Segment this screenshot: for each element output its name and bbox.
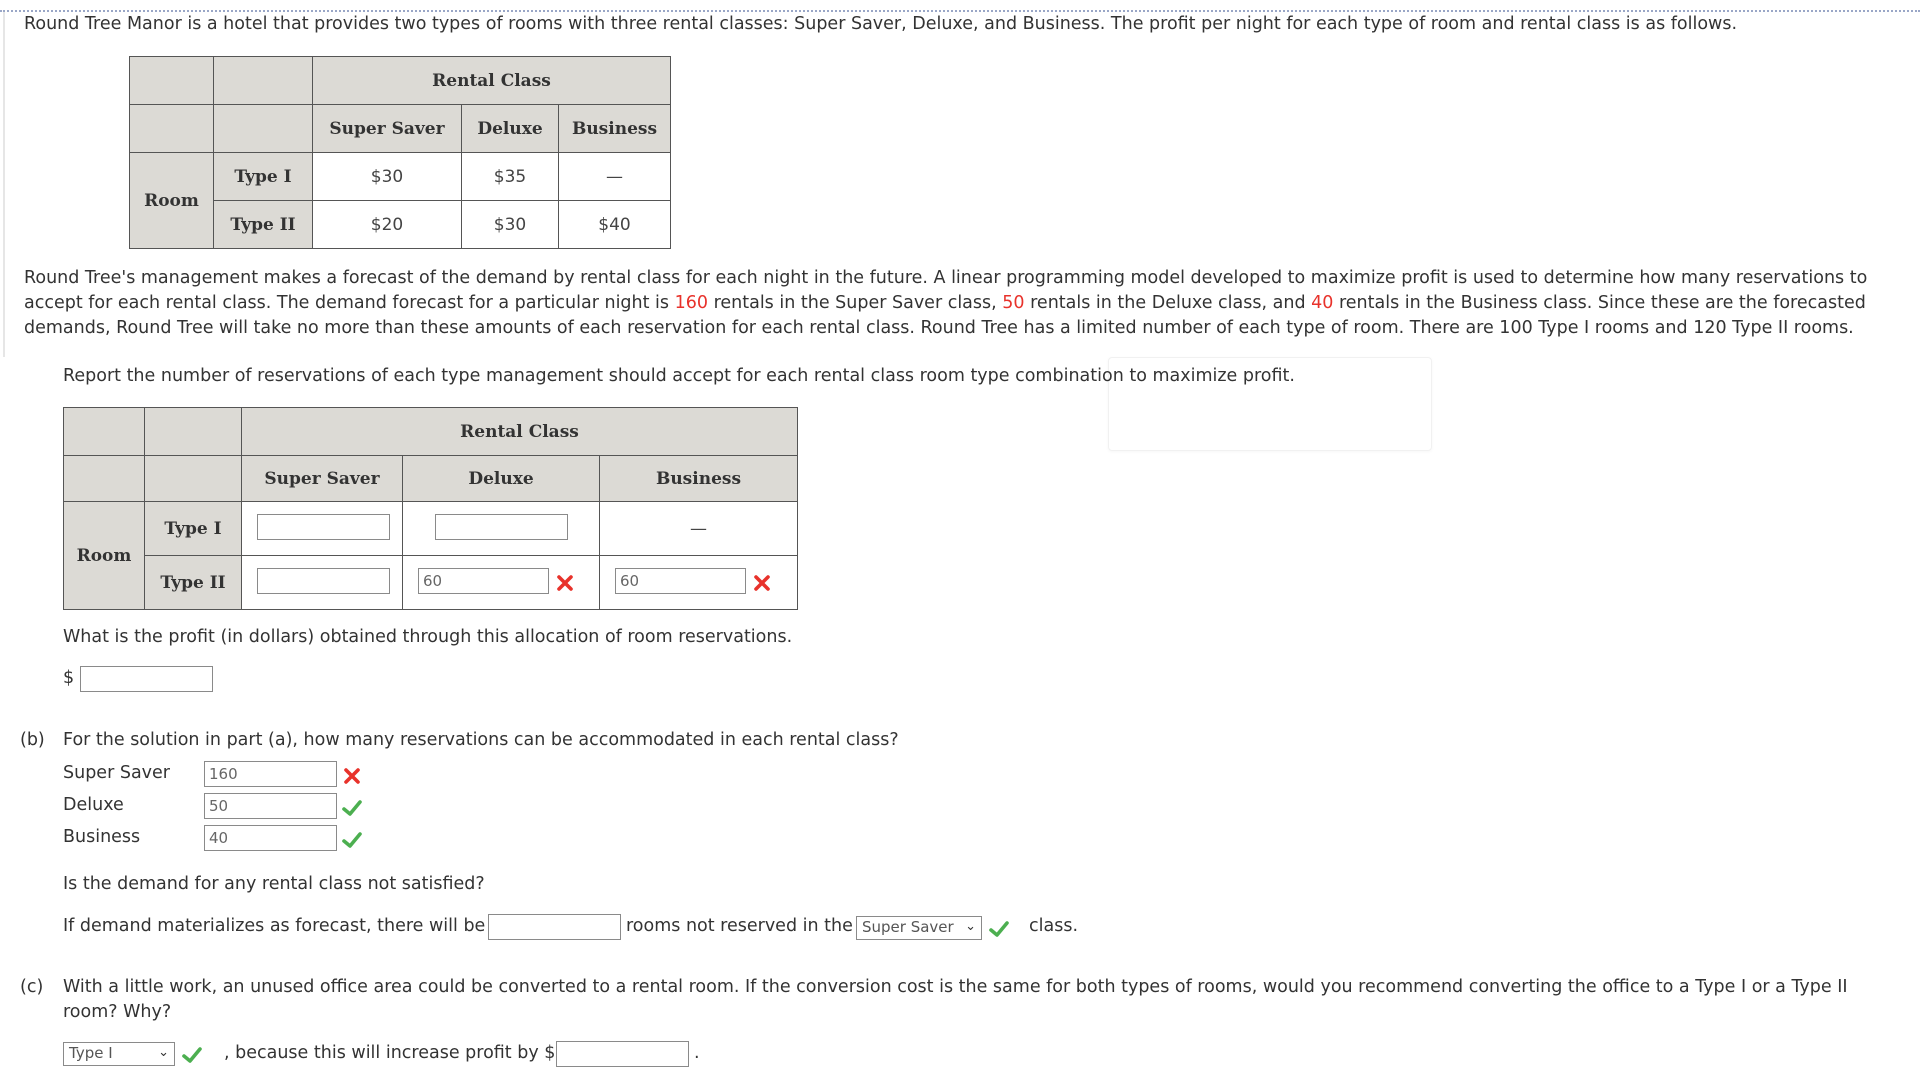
- part-c-label: (c): [20, 977, 44, 997]
- profit-table: [129, 56, 671, 249]
- demand-question: Is the demand for any rental class not satisfied?: [63, 874, 485, 894]
- left-margin-rule: [3, 12, 5, 357]
- forecast-number-super-saver: 160: [674, 293, 708, 313]
- row-label-type-2: Type II: [214, 201, 313, 249]
- corner-cell: [64, 456, 145, 502]
- check-icon: [181, 1045, 203, 1065]
- row-group-room: Room: [64, 502, 145, 610]
- rental-class-header: Rental Class: [313, 57, 671, 105]
- input-t2-business[interactable]: 60: [615, 568, 746, 594]
- chevron-down-icon: ⌄: [965, 919, 976, 934]
- check-icon: [988, 919, 1010, 939]
- rooms-not-reserved-input[interactable]: [488, 914, 621, 940]
- input-t1-super-saver[interactable]: [257, 514, 390, 540]
- col-header-super-saver: Super Saver: [313, 105, 462, 153]
- rental-class-header: Rental Class: [242, 408, 798, 456]
- forecast-number-business: 40: [1311, 293, 1334, 313]
- input-t2-deluxe[interactable]: 60: [418, 568, 549, 594]
- corner-cell: [214, 105, 313, 153]
- x-icon: [752, 573, 772, 593]
- col-header-deluxe: Deluxe: [462, 105, 559, 153]
- part-a-prompt: Report the number of reservations of each type management should accept for each rental class room type combination to maximize profit.: [63, 366, 1295, 386]
- forecast-number-deluxe: 50: [1002, 293, 1025, 313]
- row-label-type-2: Type II: [145, 556, 242, 610]
- label-super-saver: Super Saver: [63, 763, 170, 783]
- cell-profit: $40: [559, 201, 671, 249]
- check-icon: [341, 798, 363, 818]
- label-business: Business: [63, 827, 141, 847]
- x-icon: [555, 573, 575, 593]
- corner-cell: [130, 105, 214, 153]
- col-header-business: Business: [600, 456, 798, 502]
- col-header-super-saver: Super Saver: [242, 456, 403, 502]
- col-header-business: Business: [559, 105, 671, 153]
- paragraph-text: Round Tree's management makes a forecast of the demand by rental class for each night in the future. A linear programming model developed to maximize profit is used to determine how many reservations to accept for each rental class. The demand forecast for a particular night is: [24, 268, 1868, 313]
- currency-symbol: $: [63, 668, 75, 688]
- intro-text: Round Tree Manor is a hotel that provides two types of rooms with three rental classes: Super Saver, Deluxe, and Business. The profit per night for each type of room and rental class is as follows.: [24, 14, 1738, 34]
- paragraph-text: rentals in the Deluxe class, and: [1024, 293, 1312, 313]
- demand-sentence-start: If demand materializes as forecast, there will be: [63, 916, 486, 936]
- cell-profit: $35: [462, 153, 559, 201]
- part-c-question: With a little work, an unused office area could be converted to a rental room. If the conversion cost is the same for both types of rooms, would you recommend converting the office to a Type I or a Type II room? Why?: [63, 977, 1848, 1022]
- increase-sentence: , because this will increase profit by $: [224, 1043, 556, 1063]
- cell-profit: —: [559, 153, 671, 201]
- profit-input[interactable]: [80, 666, 213, 692]
- demand-sentence-end: class.: [1029, 916, 1079, 936]
- part-b-label: (b): [20, 730, 45, 750]
- check-icon: [341, 830, 363, 850]
- select-value: Type I: [69, 1044, 113, 1062]
- part-b-question: For the solution in part (a), how many reservations can be accommodated in each rental class?: [63, 730, 899, 750]
- top-dotted-border: [0, 10, 1920, 12]
- row-group-room: Room: [130, 153, 214, 249]
- forecast-paragraph: [24, 266, 1896, 341]
- row-label-type-1: Type I: [214, 153, 313, 201]
- cell-profit: $20: [313, 201, 462, 249]
- input-t2-super-saver[interactable]: [257, 568, 390, 594]
- input-t1-deluxe[interactable]: [435, 514, 568, 540]
- paragraph-text: rentals in the Super Saver class,: [708, 293, 1003, 313]
- paragraph-text: rentals in the Business class. Since these are the forecasted demands, Round Tree will take no more than these amounts of each reservation for each rental class. Round Tree has a limited number of each type of room. There are 100 Type I rooms and 120 Type II rooms.: [24, 293, 1866, 338]
- cell-profit: $30: [462, 201, 559, 249]
- input-super-saver-accommodated[interactable]: 160: [204, 761, 337, 787]
- corner-cell: [145, 456, 242, 502]
- cell-profit: $30: [313, 153, 462, 201]
- profit-question: What is the profit (in dollars) obtained through this allocation of room reservations.: [63, 627, 793, 647]
- row-label-type-1: Type I: [145, 502, 242, 556]
- label-deluxe: Deluxe: [63, 795, 124, 815]
- x-icon: [342, 766, 362, 786]
- demand-sentence-mid: rooms not reserved in the: [626, 916, 853, 936]
- rental-class-select[interactable]: [856, 916, 982, 940]
- input-business-accommodated[interactable]: 40: [204, 825, 337, 851]
- col-header-deluxe: Deluxe: [403, 456, 600, 502]
- select-value: Super Saver: [862, 918, 954, 936]
- corner-cell: [64, 408, 145, 456]
- room-type-select[interactable]: [63, 1042, 175, 1066]
- corner-cell: [130, 57, 214, 105]
- input-deluxe-accommodated[interactable]: 50: [204, 793, 337, 819]
- cell-t1-business: —: [600, 502, 798, 556]
- corner-cell: [214, 57, 313, 105]
- chevron-down-icon: ⌄: [158, 1045, 169, 1060]
- corner-cell: [145, 408, 242, 456]
- period: .: [694, 1043, 700, 1063]
- profit-increase-input[interactable]: [556, 1041, 689, 1067]
